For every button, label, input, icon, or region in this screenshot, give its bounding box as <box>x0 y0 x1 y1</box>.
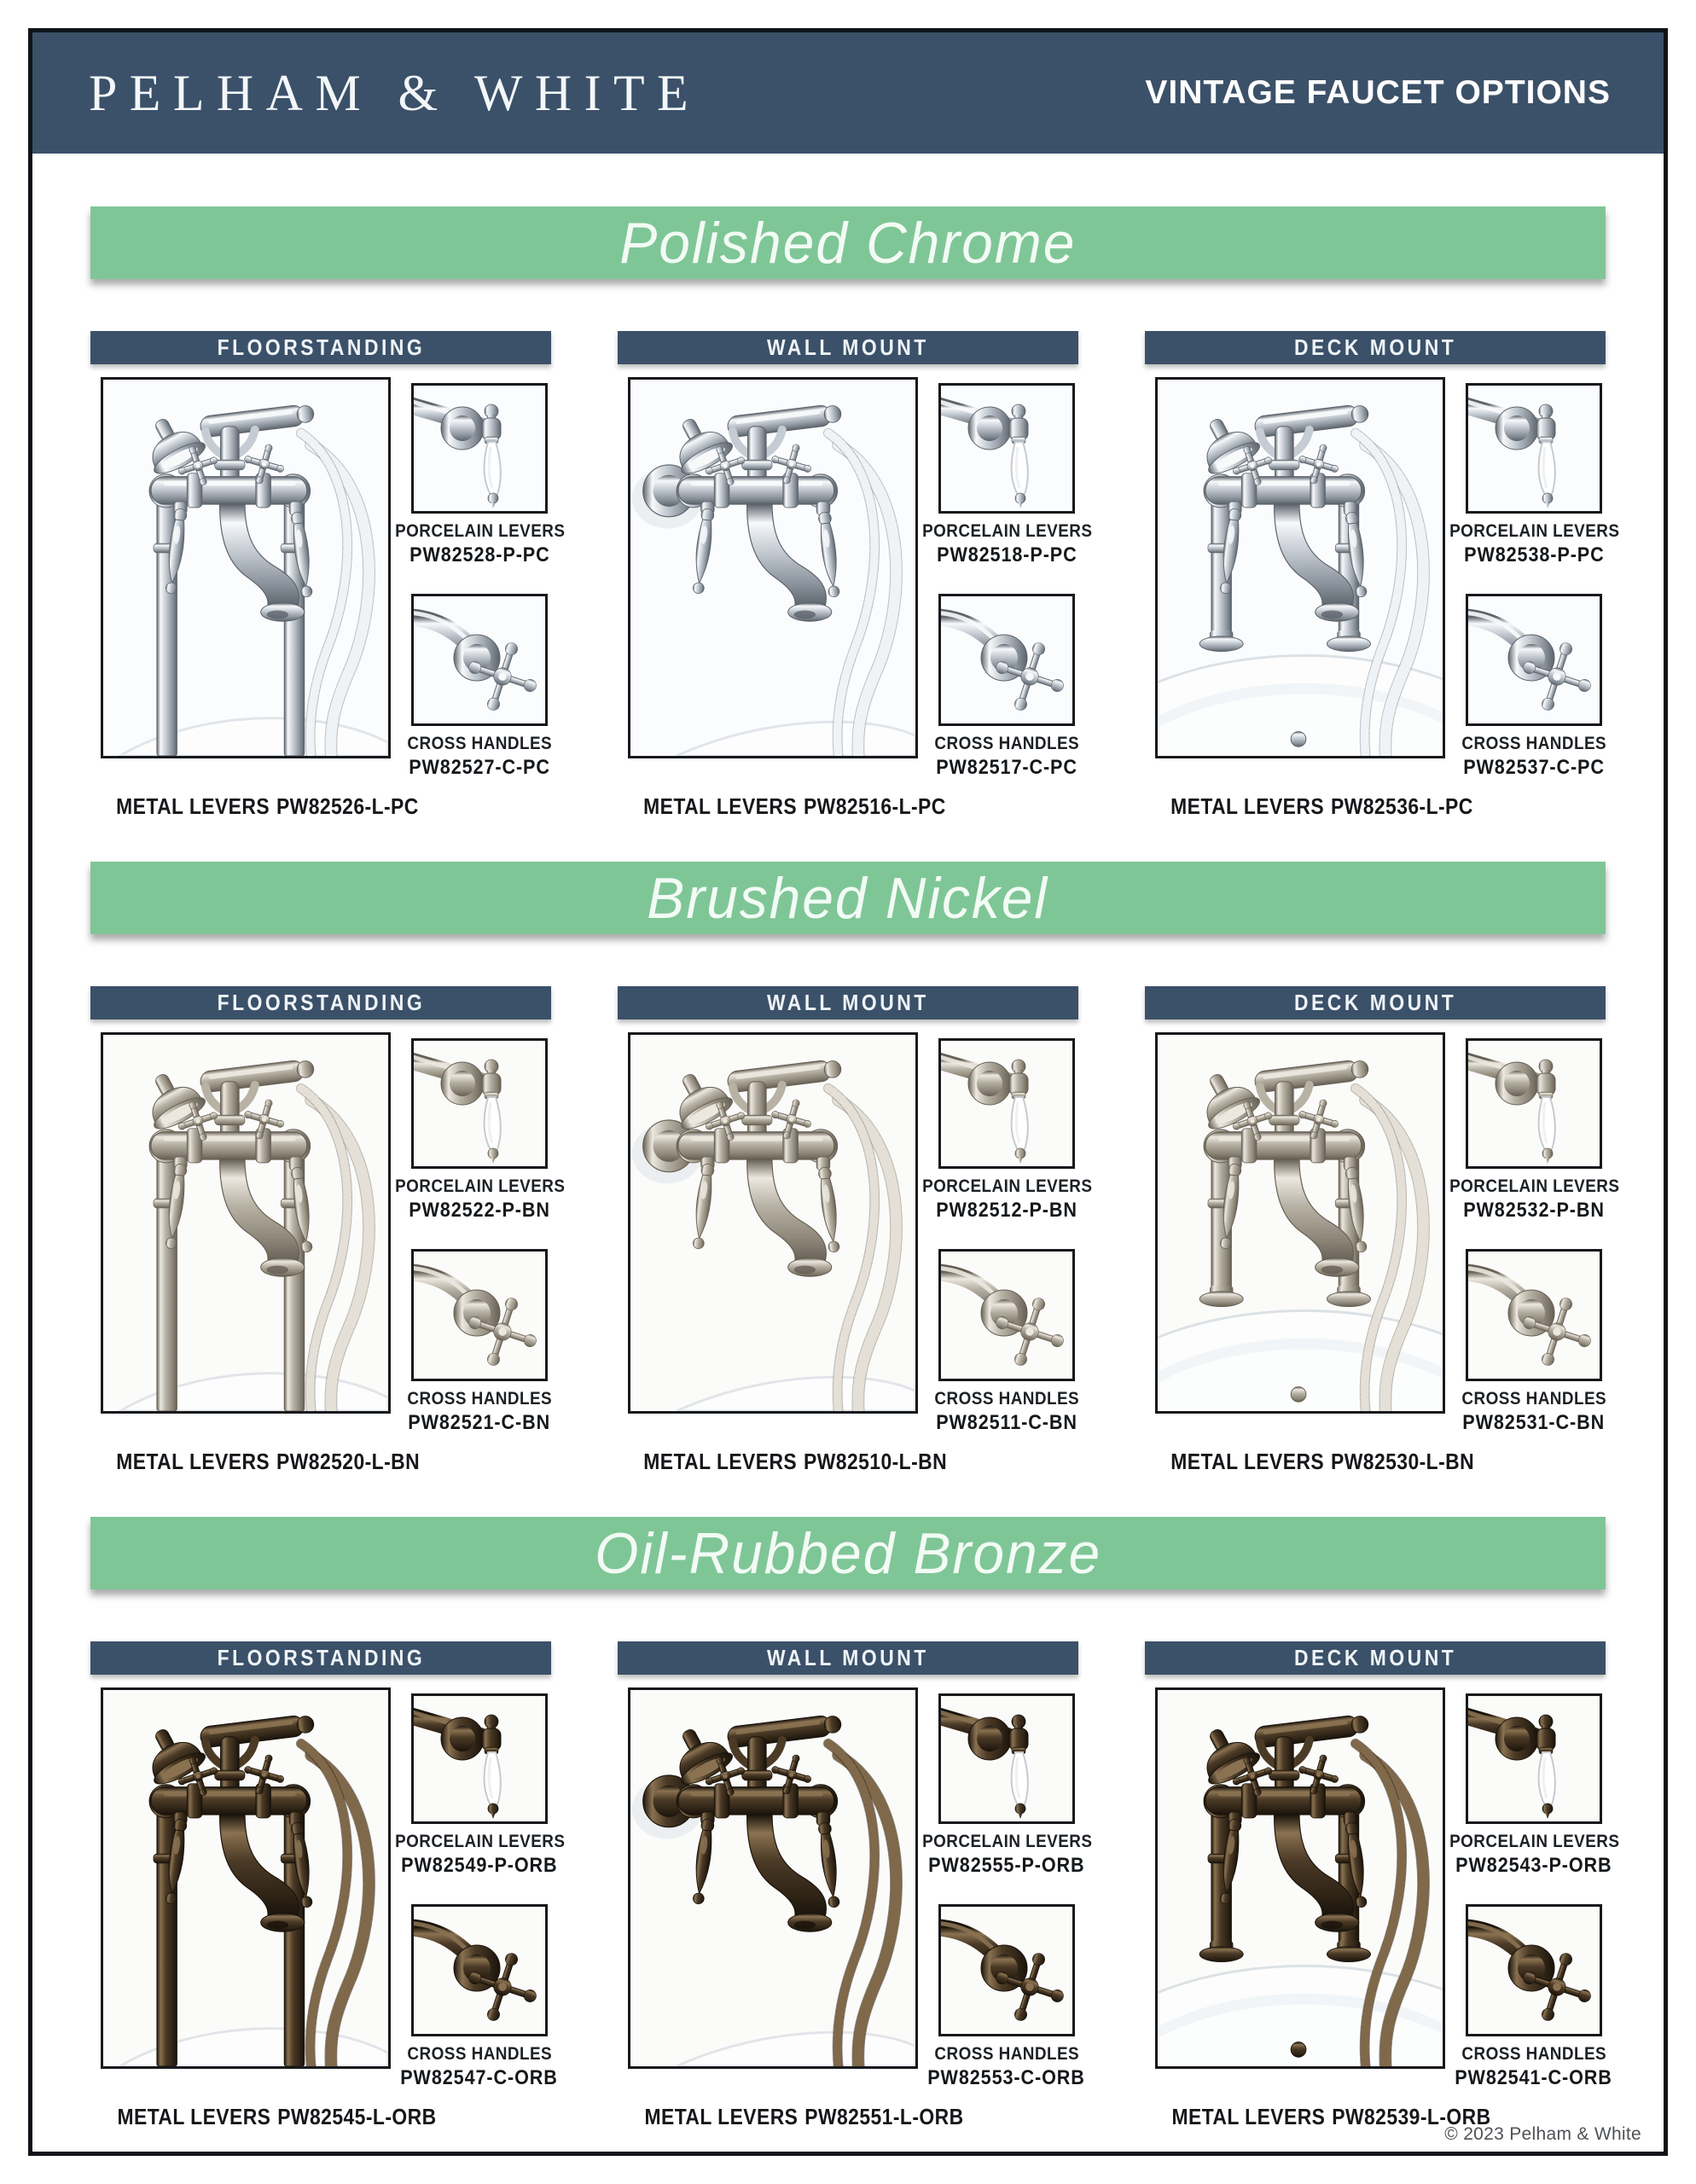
option-stack <box>395 383 566 780</box>
cross-option-sku: PW82553-C-ORB <box>927 2066 1086 2089</box>
porcelain-option-sku: PW82543-P-ORB <box>1455 1854 1612 1877</box>
porcelain-option-sku: PW82512-P-BN <box>936 1199 1077 1222</box>
mount-type-label: DECK MOUNT <box>1293 1645 1457 1670</box>
copyright-note: © 2023 Pelham & White <box>1444 2124 1641 2144</box>
main-product-photo <box>1155 1687 1445 2069</box>
cross-option-sku: PW82511-C-BN <box>936 1411 1077 1434</box>
finish-title: Polished Chrome <box>619 210 1077 276</box>
page-border-frame <box>28 28 1668 2156</box>
cross-handle-photo <box>938 1904 1075 2036</box>
product-column <box>1145 986 1620 1475</box>
metal-levers-sku: PW82545-L-ORB <box>277 2104 437 2129</box>
option-stack <box>1449 1693 1620 2090</box>
porcelain-option-label <box>386 521 573 567</box>
main-product-photo <box>101 1687 391 2069</box>
column-body <box>90 1032 566 1435</box>
cross-option-name: CROSS HANDLES <box>407 2044 552 2064</box>
option-stack <box>922 1038 1093 1435</box>
mount-columns <box>90 1641 1620 2130</box>
porcelain-lever-icon <box>1468 1696 1600 1821</box>
mount-columns <box>90 331 1620 820</box>
cross-option-label <box>386 734 573 780</box>
cross-option-label <box>913 2044 1101 2090</box>
porcelain-option-name: PORCELAIN LEVERS <box>1449 521 1620 541</box>
main-product-photo <box>1155 377 1445 758</box>
porcelain-option-name: PORCELAIN LEVERS <box>922 1832 1093 1851</box>
cross-option-name: CROSS HANDLES <box>934 1389 1079 1409</box>
metal-levers-label: METAL LEVERS <box>643 1449 798 1474</box>
porcelain-lever-icon <box>414 386 545 511</box>
product-column <box>1145 1641 1620 2130</box>
column-body <box>90 377 566 780</box>
metal-levers-sku: PW82526-L-PC <box>276 793 419 819</box>
finish-banner <box>90 206 1606 279</box>
cross-option-label <box>386 1389 573 1435</box>
cross-option-sku: PW82547-C-ORB <box>400 2066 559 2089</box>
cross-handle-icon <box>1468 596 1600 723</box>
cross-handle-photo <box>1466 594 1602 726</box>
main-product-photo <box>101 377 391 758</box>
mount-type-header <box>618 331 1078 364</box>
porcelain-lever-photo <box>1466 383 1602 514</box>
cross-handle-icon <box>1468 1252 1600 1379</box>
finish-section <box>90 862 1620 1475</box>
product-column <box>90 986 566 1475</box>
mount-type-header <box>1145 1641 1606 1675</box>
cross-option-name: CROSS HANDLES <box>1461 1389 1606 1409</box>
metal-levers-sku: PW82536-L-PC <box>1330 793 1473 819</box>
cross-option-label <box>913 1389 1101 1435</box>
mount-columns <box>90 986 1620 1475</box>
main-product-photo <box>628 1687 918 2069</box>
cross-handle-photo <box>1466 1904 1602 2036</box>
product-column <box>90 1641 566 2130</box>
porcelain-option-sku: PW82532-P-BN <box>1463 1199 1605 1222</box>
porcelain-option-name: PORCELAIN LEVERS <box>1449 1176 1620 1196</box>
faucet-illustration-icon <box>103 1035 388 1411</box>
cross-option-sku: PW82517-C-PC <box>936 756 1077 779</box>
porcelain-option-label <box>1440 1832 1628 1878</box>
product-column <box>618 331 1093 820</box>
porcelain-option-name: PORCELAIN LEVERS <box>395 521 566 541</box>
cross-handle-photo <box>938 1249 1075 1381</box>
cross-handle-icon <box>941 596 1072 723</box>
porcelain-option-label <box>1440 521 1628 567</box>
column-body <box>618 1687 1093 2090</box>
metal-levers-label: METAL LEVERS <box>116 793 270 819</box>
cross-handle-photo <box>411 1249 548 1381</box>
porcelain-option-label <box>913 1832 1101 1878</box>
porcelain-lever-icon <box>941 1041 1072 1166</box>
metal-levers-caption <box>1150 793 1473 820</box>
metal-levers-label: METAL LEVERS <box>117 2104 271 2129</box>
porcelain-option-label <box>913 1176 1101 1223</box>
porcelain-option-sku: PW82538-P-PC <box>1463 543 1605 566</box>
option-stack <box>922 1693 1093 2090</box>
metal-levers-sku: PW82520-L-BN <box>276 1449 421 1474</box>
mount-type-label: WALL MOUNT <box>767 1645 929 1670</box>
page-title: VINTAGE FAUCET OPTIONS <box>1145 74 1611 111</box>
cross-option-sku: PW82527-C-PC <box>409 756 550 779</box>
metal-levers-sku: PW82551-L-ORB <box>804 2104 964 2129</box>
column-body <box>90 1687 566 2090</box>
porcelain-option-name: PORCELAIN LEVERS <box>922 1176 1093 1196</box>
porcelain-option-sku: PW82528-P-PC <box>409 543 550 566</box>
cross-option-sku: PW82521-C-BN <box>408 1411 551 1434</box>
metal-levers-caption <box>96 1449 421 1475</box>
cross-option-name: CROSS HANDLES <box>934 2044 1079 2064</box>
porcelain-lever-icon <box>414 1696 545 1821</box>
cross-option-sku: PW82537-C-PC <box>1463 756 1605 779</box>
mount-type-header <box>1145 331 1606 364</box>
cross-option-label <box>1440 2044 1628 2090</box>
finish-title: Brushed Nickel <box>647 865 1049 931</box>
porcelain-option-sku: PW82518-P-PC <box>936 543 1077 566</box>
mount-type-label: WALL MOUNT <box>767 334 929 360</box>
metal-levers-caption <box>96 793 419 820</box>
product-column <box>618 986 1093 1475</box>
mount-type-label: WALL MOUNT <box>767 990 929 1015</box>
finish-section <box>90 206 1620 820</box>
metal-levers-caption <box>623 2104 964 2130</box>
cross-option-name: CROSS HANDLES <box>407 734 552 753</box>
porcelain-lever-photo <box>1466 1038 1602 1169</box>
main-product-photo <box>101 1032 391 1414</box>
faucet-illustration-icon <box>1158 1035 1443 1411</box>
metal-levers-label: METAL LEVERS <box>1171 2104 1326 2129</box>
cross-option-name: CROSS HANDLES <box>934 734 1079 753</box>
cross-handle-icon <box>414 596 545 723</box>
metal-levers-label: METAL LEVERS <box>644 2104 799 2129</box>
cross-handle-icon <box>414 1907 545 2034</box>
finish-banner <box>90 862 1606 934</box>
finish-title: Oil-Rubbed Bronze <box>595 1520 1101 1586</box>
metal-levers-caption <box>96 2104 437 2130</box>
metal-levers-sku: PW82510-L-BN <box>804 1449 948 1474</box>
column-body <box>618 377 1093 780</box>
faucet-illustration-icon <box>1158 380 1443 756</box>
porcelain-option-sku: PW82522-P-BN <box>409 1199 550 1222</box>
product-column <box>618 1641 1093 2130</box>
mount-type-header <box>618 986 1078 1019</box>
mount-type-label: DECK MOUNT <box>1293 990 1457 1015</box>
metal-levers-caption <box>623 793 946 820</box>
porcelain-lever-icon <box>941 1696 1072 1821</box>
finish-section <box>90 1517 1620 2130</box>
porcelain-option-sku: PW82555-P-ORB <box>928 1854 1085 1877</box>
metal-levers-label: METAL LEVERS <box>1170 793 1325 819</box>
main-product-photo <box>628 377 918 758</box>
porcelain-option-label <box>386 1832 573 1878</box>
mount-type-label: FLOORSTANDING <box>217 1645 425 1670</box>
faucet-illustration-icon <box>103 1690 388 2066</box>
mount-type-header <box>90 331 551 364</box>
cross-handle-photo <box>1466 1249 1602 1381</box>
column-body <box>1145 1032 1620 1435</box>
porcelain-lever-icon <box>1468 1041 1600 1166</box>
cross-handle-photo <box>411 594 548 726</box>
brand-logo: PELHAM & WHITE <box>89 64 701 121</box>
porcelain-option-name: PORCELAIN LEVERS <box>922 521 1093 541</box>
mount-type-label: DECK MOUNT <box>1293 334 1457 360</box>
finish-banner <box>90 1517 1606 1589</box>
cross-option-label <box>386 2044 573 2090</box>
option-stack <box>1449 383 1620 780</box>
cross-handle-photo <box>411 1904 548 2036</box>
cross-option-label <box>913 734 1101 780</box>
cross-handle-icon <box>941 1252 1072 1379</box>
mount-type-header <box>618 1641 1078 1675</box>
metal-levers-label: METAL LEVERS <box>1170 1449 1325 1474</box>
cross-option-name: CROSS HANDLES <box>407 1389 552 1409</box>
porcelain-lever-photo <box>938 1693 1075 1824</box>
porcelain-lever-icon <box>1468 386 1600 511</box>
porcelain-option-sku: PW82549-P-ORB <box>401 1854 558 1877</box>
mount-type-header <box>90 1641 551 1675</box>
option-stack <box>395 1693 566 2090</box>
porcelain-lever-photo <box>411 383 548 514</box>
porcelain-option-name: PORCELAIN LEVERS <box>395 1176 566 1196</box>
catalog-body <box>32 154 1664 2130</box>
cross-option-name: CROSS HANDLES <box>1461 2044 1606 2064</box>
main-product-photo <box>1155 1032 1445 1414</box>
metal-levers-sku: PW82530-L-BN <box>1331 1449 1475 1474</box>
cross-handle-icon <box>941 1907 1072 2034</box>
cross-option-label <box>1440 734 1628 780</box>
metal-levers-sku: PW82539-L-ORB <box>1332 2104 1491 2129</box>
option-stack <box>395 1038 566 1435</box>
faucet-illustration-icon <box>1158 1690 1443 2066</box>
porcelain-option-name: PORCELAIN LEVERS <box>1449 1832 1620 1851</box>
column-body <box>1145 1687 1620 2090</box>
cross-option-name: CROSS HANDLES <box>1461 734 1606 753</box>
cross-handle-icon <box>1468 1907 1600 2034</box>
product-column <box>90 331 566 820</box>
porcelain-option-label <box>913 521 1101 567</box>
faucet-illustration-icon <box>630 380 915 756</box>
metal-levers-label: METAL LEVERS <box>116 1449 270 1474</box>
porcelain-lever-icon <box>941 386 1072 511</box>
metal-levers-label: METAL LEVERS <box>643 793 798 819</box>
porcelain-lever-photo <box>938 1038 1075 1169</box>
metal-levers-caption <box>1150 2104 1491 2130</box>
faucet-illustration-icon <box>103 380 388 756</box>
porcelain-option-name: PORCELAIN LEVERS <box>395 1832 566 1851</box>
porcelain-lever-icon <box>414 1041 545 1166</box>
metal-levers-caption <box>1150 1449 1475 1475</box>
option-stack <box>922 383 1093 780</box>
header-bar <box>32 32 1664 154</box>
metal-levers-sku: PW82516-L-PC <box>803 793 946 819</box>
cross-option-sku: PW82531-C-BN <box>1462 1411 1606 1434</box>
porcelain-lever-photo <box>411 1038 548 1169</box>
mount-type-header <box>1145 986 1606 1019</box>
porcelain-option-label <box>1440 1176 1628 1223</box>
porcelain-lever-photo <box>411 1693 548 1824</box>
cross-option-label <box>1440 1389 1628 1435</box>
porcelain-option-label <box>386 1176 573 1223</box>
option-stack <box>1449 1038 1620 1435</box>
mount-type-label: FLOORSTANDING <box>217 990 425 1015</box>
main-product-photo <box>628 1032 918 1414</box>
faucet-illustration-icon <box>630 1690 915 2066</box>
mount-type-header <box>90 986 551 1019</box>
mount-type-label: FLOORSTANDING <box>217 334 425 360</box>
cross-handle-photo <box>938 594 1075 726</box>
metal-levers-caption <box>623 1449 948 1475</box>
column-body <box>1145 377 1620 780</box>
porcelain-lever-photo <box>938 383 1075 514</box>
porcelain-lever-photo <box>1466 1693 1602 1824</box>
product-column <box>1145 331 1620 820</box>
faucet-illustration-icon <box>630 1035 915 1411</box>
column-body <box>618 1032 1093 1435</box>
cross-handle-icon <box>414 1252 545 1379</box>
cross-option-sku: PW82541-C-ORB <box>1455 2066 1613 2089</box>
